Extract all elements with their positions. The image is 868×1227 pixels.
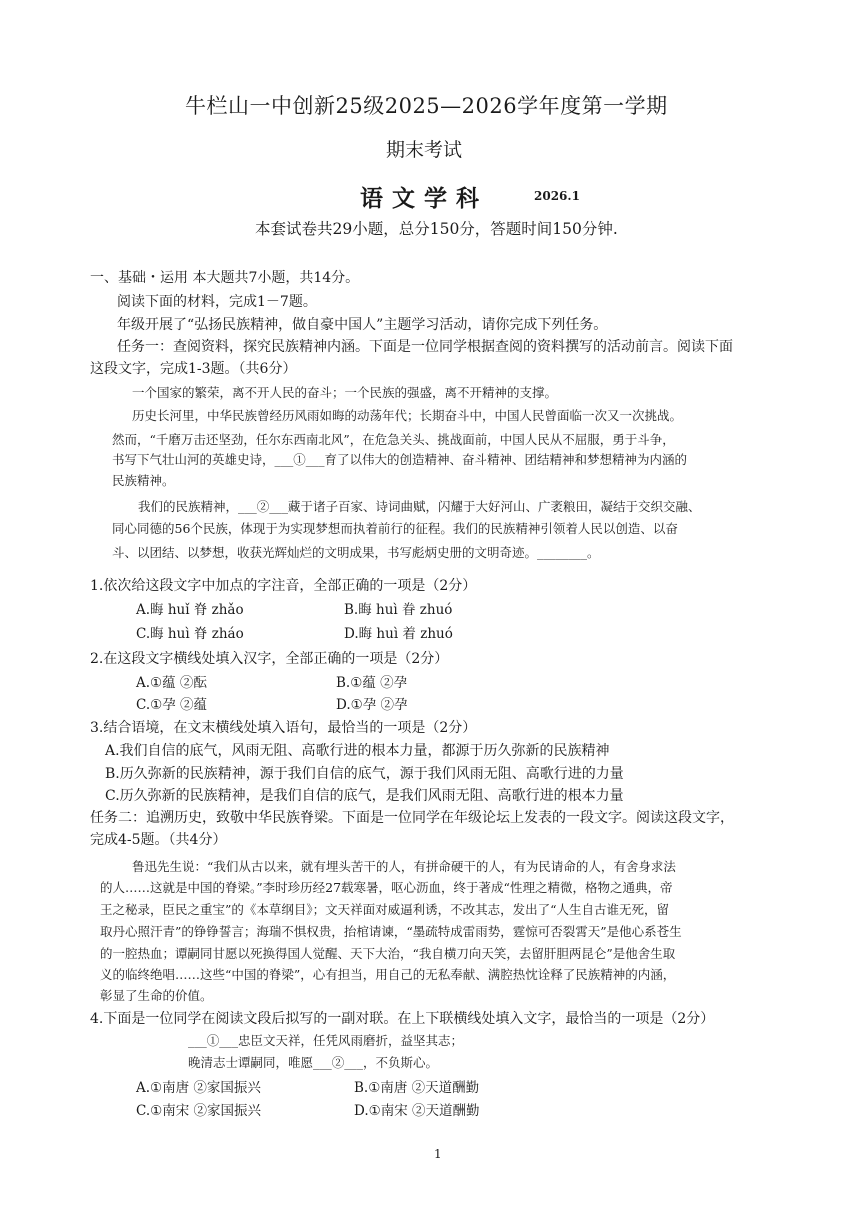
couplet-lower: 晚清志士谭嗣同，唯愿___②___，不负斯心。 bbox=[188, 1055, 439, 1070]
passage1-line: 同心同德的56个民族，体现于为实现梦想而执着前行的征程。我们的民族精神引领着人民以创造、以奋 bbox=[112, 521, 678, 536]
section-heading: 一、基础・运用 本大题共7小题，共14分。 bbox=[90, 270, 360, 286]
q3-option-a: A.我们自信的底气，风雨无阻、高歌行进的根本力量，都源于历久弥新的民族精神 bbox=[105, 743, 610, 759]
task1-intro-cont: 这段文字，完成1-3题。（共6分） bbox=[90, 361, 297, 377]
exam-subtitle: 期末考试 bbox=[386, 139, 463, 161]
passage2-line: 的一腔热血；谭嗣同甘愿以死换得国人觉醒、天下大治，“我自横刀向天笑，去留肝胆两昆仑”是他舍生取 bbox=[100, 946, 676, 961]
q2-option-d: D.①孕 ②孕 bbox=[336, 697, 408, 713]
q1-option-a: A.晦 huǐ 脊 zhǎo bbox=[136, 602, 244, 618]
passage1-line: 斗、以团结、以梦想，收获光辉灿烂的文明成果，书写彪炳史册的文明奇迹。________。 bbox=[112, 545, 600, 560]
passage2-line: 的人……这就是中国的脊梁。”李时珍历经27载寒暑，呕心沥血，终于著成“性理之精微，格物之通典，帝 bbox=[100, 880, 673, 895]
q1-option-d: D.晦 huì 着 zhuó bbox=[344, 626, 453, 642]
read-prompt: 阅读下面的材料，完成1－7题。 bbox=[117, 294, 317, 310]
passage1-line: 历史长河里，中华民族曾经历风雨如晦的动荡年代；长期奋斗中，中国人民曾面临一次又一次挑战。 bbox=[132, 408, 683, 423]
passage1-line: 我们的民族精神，___②___藏于诸子百家、诗词曲赋，闪耀于大好河山、广袤粮田，凝结于交织交融、 bbox=[138, 499, 701, 514]
q1-option-b: B.晦 huì 眷 zhuó bbox=[344, 602, 453, 618]
q3-option-c: C.历久弥新的民族精神，是我们自信的底气，是我们风雨无阻、高歌行进的根本力量 bbox=[105, 788, 624, 804]
passage1-line: 书写下气壮山河的英雄史诗，___①___育了以伟大的创造精神、奋斗精神、团结精神和梦想精神为内涵的 bbox=[112, 452, 688, 467]
activity-intro: 年级开展了“弘扬民族精神，做自豪中国人”主题学习活动，请你完成下列任务。 bbox=[117, 317, 608, 333]
page-number: 1 bbox=[434, 1147, 442, 1161]
q2-option-c: C.①孕 ②蕴 bbox=[136, 697, 208, 713]
exam-title: 牛栏山一中创新25级2025—2026学年度第一学期 bbox=[185, 94, 668, 118]
subject-title: 语文学科 bbox=[360, 185, 488, 212]
passage2-line: 取丹心照汗青”的铮铮誓言；海瑞不惧权贵，抬棺请谏，“墨疏特成雷雨势，霆惊可否裂霄天”是他心系苍生 bbox=[100, 924, 682, 939]
q2-option-a: A.①蕴 ②酝 bbox=[136, 675, 207, 691]
passage2-line: 义的临终绝唱……这些“中国的脊梁”，心有担当，用自己的无私奉献、满腔热忱诠释了民族精神的内涵， bbox=[100, 967, 676, 982]
task2-intro-cont: 完成4-5题。（共4分） bbox=[90, 832, 227, 848]
question-1: 1.依次给这段文字中加点的字注音，全部正确的一项是（2分） bbox=[90, 578, 477, 594]
passage2-line: 鲁迅先生说：“我们从古以来，就有埋头苦干的人，有拼命硬干的人，有为民请命的人，有舍身求法 bbox=[132, 859, 676, 874]
q2-option-b: B.①蕴 ②孕 bbox=[336, 675, 408, 691]
q4-option-d: D.①南宋 ②天道酬勤 bbox=[354, 1103, 480, 1119]
question-3: 3.结合语境，在文末横线处填入语句，最恰当的一项是（2分） bbox=[90, 720, 477, 736]
passage1-line: 然而，“千磨万击还坚劲，任尔东西南北风”，在危急关头、挑战面前，中国人民从不屈服，勇于斗争， bbox=[112, 432, 675, 447]
passage2-line: 彰显了生命的价值。 bbox=[100, 988, 213, 1003]
q4-option-c: C.①南宋 ②家国振兴 bbox=[136, 1103, 262, 1119]
task2-intro: 任务二：追溯历史，致敬中华民族脊梁。下面是一位同学在年级论坛上发表的一段文字。阅读这段文字， bbox=[90, 810, 734, 826]
exam-date: 2026.1 bbox=[534, 189, 580, 203]
passage1-line: 民族精神。 bbox=[112, 473, 175, 488]
q1-option-c: C.晦 huì 脊 zháo bbox=[136, 626, 244, 642]
task1-intro: 任务一：查阅资料，探究民族精神内涵。下面是一位同学根据查阅的资料撰写的活动前言。阅读下面 bbox=[117, 339, 733, 355]
q4-option-a: A.①南唐 ②家国振兴 bbox=[136, 1080, 261, 1096]
question-4: 4.下面是一位同学在阅读文段后拟写的一副对联。在上下联横线处填入文字，最恰当的一项是（2分） bbox=[90, 1011, 715, 1027]
q4-option-b: B.①南唐 ②天道酬勤 bbox=[354, 1080, 480, 1096]
q3-option-b: B.历久弥新的民族精神，源于我们自信的底气，源于我们风雨无阻、高歌行进的力量 bbox=[105, 766, 624, 782]
exam-instructions: 本套试卷共29小题，总分150分，答题时间150分钟. bbox=[255, 220, 618, 238]
question-2: 2.在这段文字横线处填入汉字，全部正确的一项是（2分） bbox=[90, 651, 449, 667]
passage1-line: 一个国家的繁荣，离不开人民的奋斗；一个民族的强盛，离不开精神的支撑。 bbox=[132, 385, 558, 400]
couplet-upper: ___①___忠臣文天祥，任凭风雨磨折，益坚其志； bbox=[188, 1033, 464, 1048]
passage2-line: 王之秘录，臣民之重宝”的《本草纲目》；文天祥面对威逼利诱，不改其志，发出了“人生自古谁无死，留 bbox=[100, 902, 670, 917]
